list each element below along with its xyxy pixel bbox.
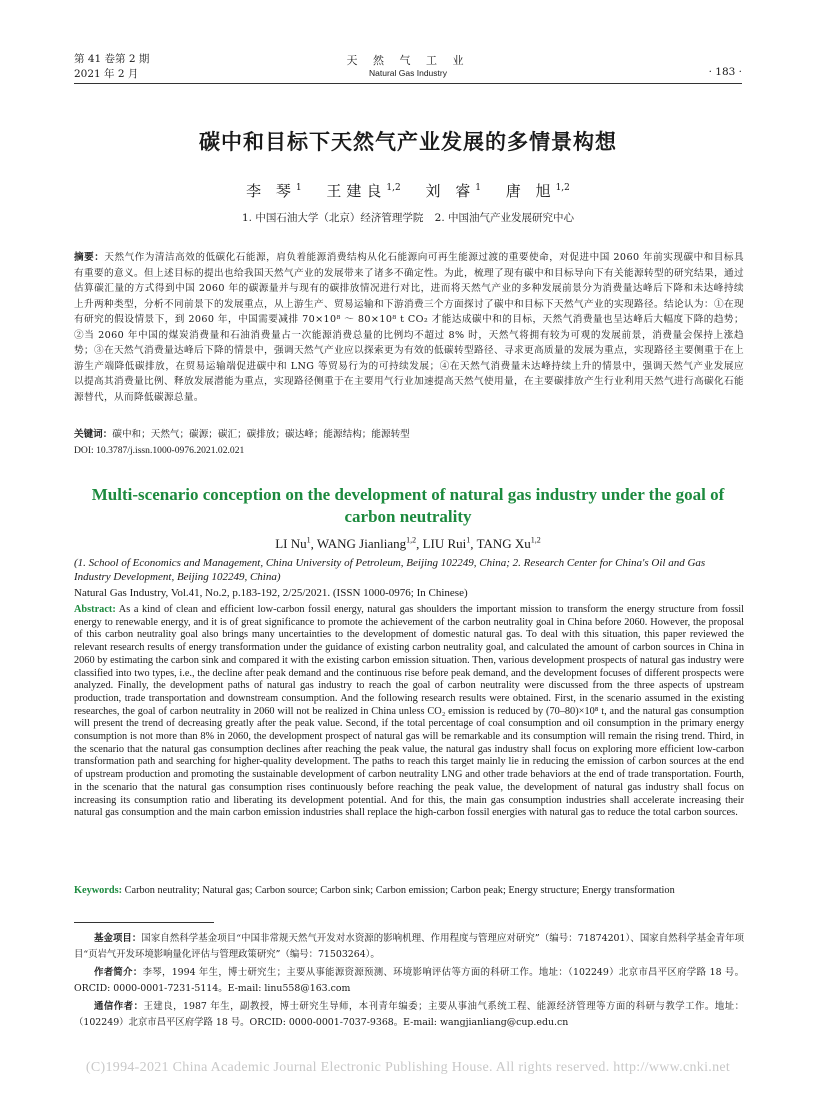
affiliation-en: (1. School of Economics and Management, China University of Petroleum, Beijing 102249, China; 2. Research Center for China's Oil and Gas Industry Development, Beijing 102249, China) xyxy=(74,557,706,583)
volume-issue: 第 41 卷第 2 期 xyxy=(74,53,150,65)
keywords-cn-label: 关键词： xyxy=(74,429,113,440)
footnotes xyxy=(74,931,744,1033)
abstract-cn-label: 摘要： xyxy=(74,252,105,263)
author-en: WANG Jianliang$^{1,2}$ xyxy=(316,536,417,552)
title-en: Multi-scenario conception on the development of natural gas industry under the goal of carbon neutrality xyxy=(91,485,725,526)
author-en: LIU Rui$^1$ xyxy=(422,536,471,552)
authors-cn xyxy=(0,180,816,201)
affiliation-cn: 1. 中国石油大学（北京）经济管理学院 xyxy=(241,212,424,224)
abstract-cn xyxy=(74,250,744,405)
header-divider xyxy=(74,83,742,84)
keywords-cn xyxy=(74,427,744,442)
footnote-funding: 基金项目：国家自然科学基金项目“中国非常规天然气开发对水资源的影响机理、作用程度与管理应对研究”（编号：71874201）、国家自然科学基金青年项目“页岩气开发环境影响量化评估与管理政策研究”（编号：71503264）。 xyxy=(74,933,744,960)
abstract-en-label: Abstract: xyxy=(74,604,116,615)
keywords-cn-text: 碳中和；天然气；碳源；碳汇；碳排放；碳达峰；能源结构；能源转型 xyxy=(112,429,410,440)
abstract-cn-text: 天然气作为清洁高效的低碳化石能源，肩负着能源消费结构从化石能源向可再生能源过渡的重要使命，对促进中国 2060 年前实现碳中和目标具有重要的意义。但上述目标的提出也给我国天然气产业的发展带来了诸多不确定性。为此，梳理了现有碳中和目标导向下有关能源转型的研究结果，通过估算碳汇量的方式得到中国 2060 年的碳源量并与现有的碳排放情况进行对比，进而将天然气产业的多种发展前景分为消费量达峰后下降和未达峰持续上升两种类型，分析不同前景下的发展重点，从上游生产、贸易运输和下游消费三个方面探讨了碳中和目标下天然气产业的实现路径。结论认为：①在现有研究的假设情景下，到 2060 年，中国需要减排 70×10⁸ ～ 80×10⁸ t CO₂ 才能达成碳中和的目标，天然气消费量也呈达峰后大幅度下降的趋势；②当 2060 年中国的煤炭消费量和石油消费量占一次能源消费总量的比例均不超过 8% 时，天然气将拥有较为可观的发展前景，消费量会保持上涨趋势；③在天然气消费量达峰后下降的情景中，强调天然气产业应以探索更为有效的低碳转型路径、寻求更高质量的发展为重点，实现路径主要侧重于在上游生产端降低碳排放，在贸易运输端促进碳中和 LNG 等贸易行为的可持续发展；④在天然气消费量未达峰持续上升的情景中，强调天然气产业发展应以提高其消费量比例、释放发展潜能为重点，实现路径侧重于在主要用气行业加速提高天然气使用量，在主要碳排放产生行业利用天然气进行高碳化石能源替代，从而降低碳源总量。 xyxy=(74,252,744,403)
author-en: TANG Xu$^{1,2}$ xyxy=(476,536,541,552)
keywords-en xyxy=(74,885,744,898)
author-cn: 李 琴$^1$ xyxy=(246,182,302,200)
authors-en: LI Nu$^1$, WANG Jianliang$^{1,2}$, LIU Rui$^1$, TANG Xu$^{1,2}$ xyxy=(275,536,541,552)
doi: DOI: 10.3787/j.issn.1000-0976.2021.02.021 xyxy=(74,445,245,456)
keywords-en-text: Carbon neutrality; Natural gas; Carbon source; Carbon sink; Carbon emission; Carbon peak; Energy structure; Energy transformation xyxy=(124,885,675,896)
author-en: LI Nu$^1$ xyxy=(275,536,311,552)
title-cn: 碳中和目标下天然气产业发展的多情景构想 xyxy=(199,130,617,154)
affiliations-cn xyxy=(0,210,816,225)
journal-name-cn: 天 然 气 工 业 xyxy=(346,54,470,67)
abstract-en-text: As a kind of clean and efficient low-carbon fossil energy, natural gas shoulders the important mission to transform the energy structure from fossil energy to renewable energy, and it is of great significance to promote the achievement of the carbon neutrality goal in China before 2060. However, the proposal of this carbon neutrality goal also brings many uncertainties to the development of domestic natural gas. To deal with this situation, this paper reviewed the relevant research results of energy transformation under the guidance of existing carbon neutrality goal, and calculated the amount of carbon sources in China in 2060 by estimating the carbon sink and compared it with the existing carbon emission situation. Then, various development prospects of natural gas industry were classified into two types, i.e., the decline after peak demand and the continuous rise before peak demand, and the development focuses of different prospects were analyzed. Finally, the development paths of natural gas industry to reach the goal of carbon neutrality were discussed from the three aspects of upstream production, trade transportation and downstream consumption. And the following research results were obtained. First, in the scenario assumed in the existing researches, the goal of carbon neutrality in 2060 will not be realized in China unless CO₂ emission is reduced by (70–80)×10⁸ t, and the natural gas consumption will present the trend of decreasing greatly after the peak value. Second, if the total percentage of coal consumption and oil consumption in the primary energy consumption is not more than 8% in 2060, the development prospect of natural gas will be remarkable and its consumption will remain the rising trend. Third, in the scenario that the natural gas consumption declines after reaching the peak value, the natural gas industry shall focus on exploring more efficient low-carbon transformation path and searching for higher-quality development. The paths to reach this target mainly lie in reducing the emission of carbon sources at the end of upstream production and promoting the sustainable development of carbon neutrality LNG and other trade behaviors at the end of trade transportation. Fourth, in the scenario that the natural gas consumption rises continuously before reaching the peak value, the development of natural gas industry shall focus on increasing its consumption ratio and liberating its development potential. And for this, the main gas consumption industries shall accelerate increasing their natural gas consumption and the main carbon emission industries shall replace the high-carbon fossil energies with natural gas to reduce the total carbon sources. xyxy=(74,604,744,819)
footnote-author-bio: 作者简介：李琴，1994 年生，博士研究生；主要从事能源资源预测、环境影响评估等方面的科研工作。地址：（102249）北京市昌平区府学路 18 号。ORCID: 0000-0001-7231-5114。E-mail: linu558@163.com xyxy=(74,967,744,994)
author-cn: 唐 旭$^{1,2}$ xyxy=(505,182,570,200)
keywords-en-label: Keywords: xyxy=(74,885,123,896)
citation-en: Natural Gas Industry, Vol.41, No.2, p.183-192, 2/25/2021. (ISSN 1000-0976; In Chinese) xyxy=(74,587,468,599)
abstract-en xyxy=(74,604,744,820)
footnote-corresponding: 通信作者：王建良，1987 年生，副教授，博士研究生导师，本刊青年编委；主要从事油气系统工程、能源经济管理等方面的科研与教学工作。地址：（102249）北京市昌平区府学路 18 号。ORCID: 0000-0001-7037-9368。E-mail: wangjianliang@cup.edu.cn xyxy=(74,1001,744,1028)
author-cn: 王建良$^{1,2}$ xyxy=(326,182,401,200)
journal-name-en: Natural Gas Industry xyxy=(369,68,447,78)
issue-date: 2021 年 2 月 xyxy=(74,68,139,80)
page-number: · 183 · xyxy=(708,66,742,78)
affiliation-cn: 2. 中国油气产业发展研究中心 xyxy=(434,212,575,224)
journal-name xyxy=(0,54,816,79)
copyright-watermark: (C)1994-2021 China Academic Journal Electronic Publishing House. All rights reserved. http://www.cnki.net xyxy=(85,1060,731,1075)
footnote-divider xyxy=(74,922,214,923)
author-cn: 刘 睿$^1$ xyxy=(425,182,482,200)
